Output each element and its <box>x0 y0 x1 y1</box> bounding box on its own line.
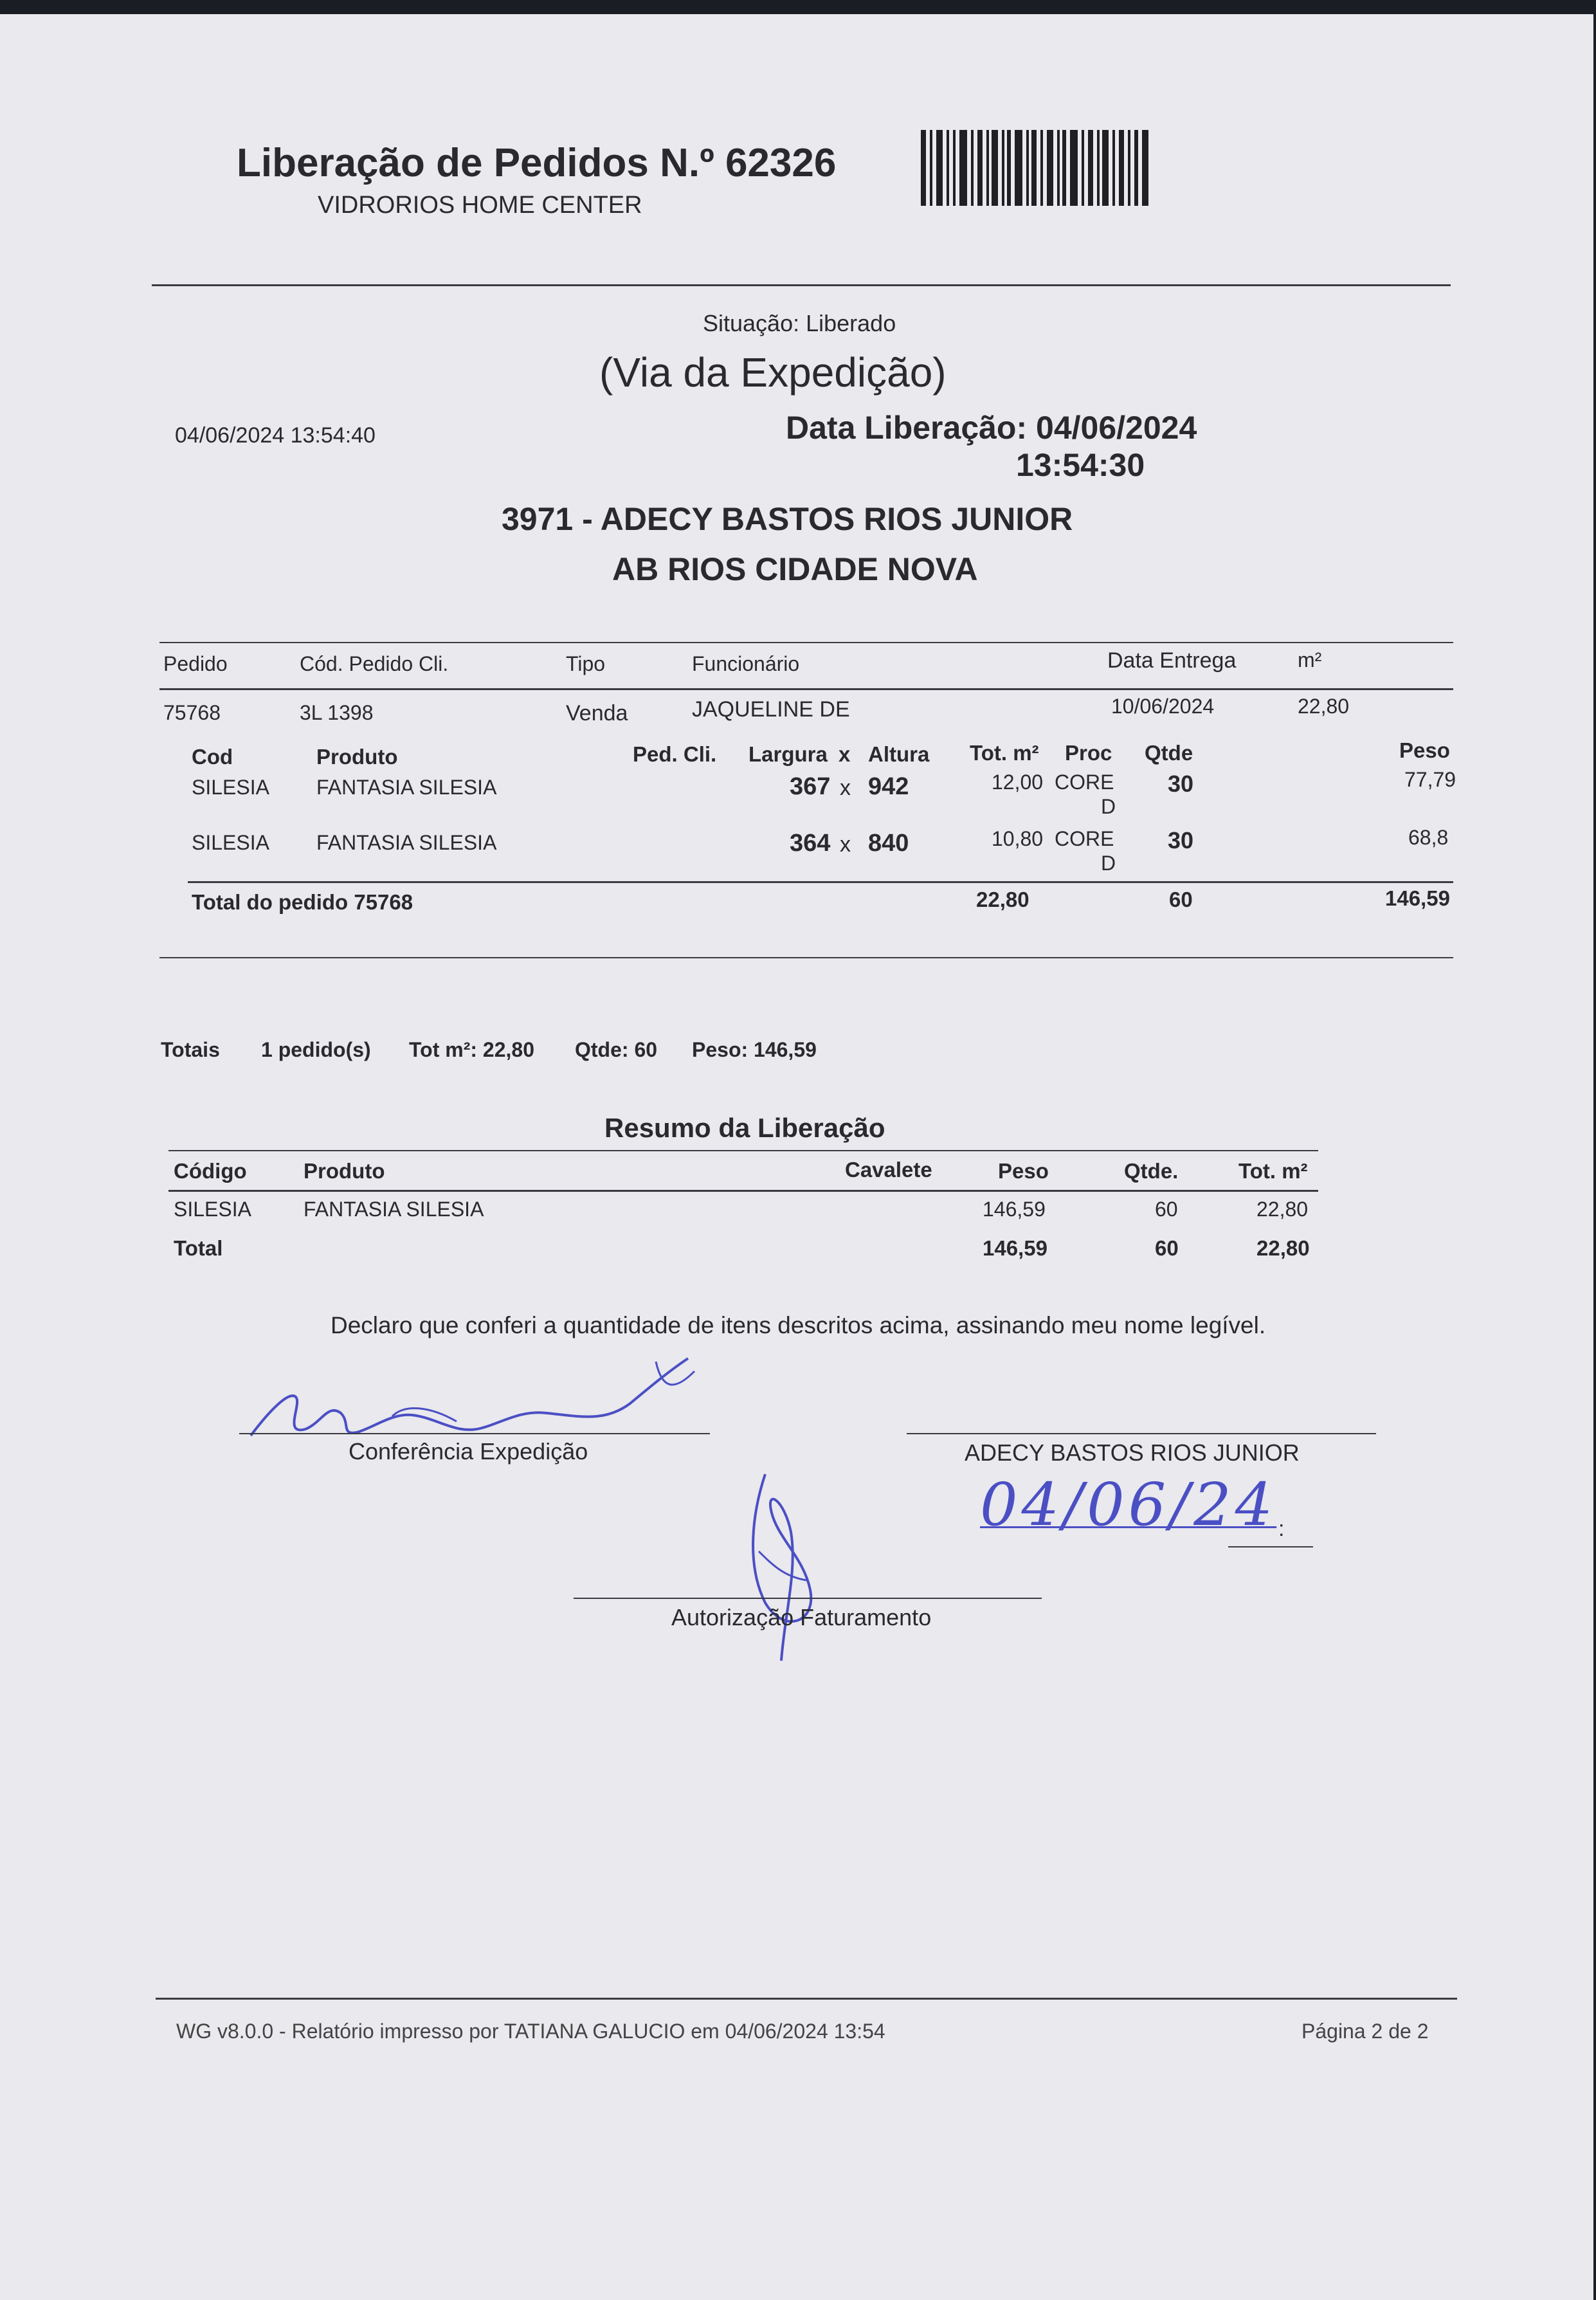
declaration-text: Declaro que conferi a quantidade de itens descritos acima, assinando meu nome legível. <box>331 1312 1266 1338</box>
item-proc-suffix: D <box>1101 795 1116 818</box>
document-page <box>0 14 1593 2300</box>
resumo-tot-m2: 22,80 <box>1256 1198 1309 1221</box>
resumo-col-cavalete: Cavalete <box>845 1158 932 1182</box>
col-tipo: Tipo <box>566 652 606 675</box>
conferencia-line <box>239 1433 710 1434</box>
footer-divider <box>156 1998 1457 2000</box>
page-number: Página 2 de 2 <box>1301 2020 1429 2043</box>
client-name: 3971 - ADECY BASTOS RIOS JUNIOR <box>502 501 1073 537</box>
resumo-col-qtde: Qtde. <box>1124 1159 1179 1183</box>
item-col-qtde: Qtde <box>1145 741 1193 765</box>
resumo-col-codigo: Código <box>174 1159 247 1183</box>
footer-print-info: WG v8.0.0 - Relatório impresso por TATIANA GALUCIO em 04/06/2024 13:54 <box>176 2020 885 2043</box>
resumo-total-qtde: 60 <box>1155 1236 1179 1260</box>
totais-qtde: Qtde: 60 <box>575 1038 658 1061</box>
order-m2: 22,80 <box>1298 695 1350 718</box>
item-produto: FANTASIA SILESIA <box>316 831 497 854</box>
conferencia-label: Conferência Expedição <box>349 1438 588 1465</box>
item-cod: SILESIA <box>192 831 269 854</box>
resumo-total-label: Total <box>174 1236 223 1260</box>
totais-label: Totais <box>161 1038 220 1061</box>
resumo-codigo: SILESIA <box>174 1198 251 1221</box>
company-name: VIDRORIOS HOME CENTER <box>318 192 642 219</box>
time-separator: : <box>1278 1517 1285 1541</box>
order-total-line <box>188 881 1453 883</box>
totais-pedidos: 1 pedido(s) <box>261 1038 371 1061</box>
item-col-cod: Cod <box>192 745 233 769</box>
barcode-icon <box>921 130 1148 206</box>
order-tipo: Venda <box>566 701 628 726</box>
order-data-entrega: 10/06/2024 <box>1111 695 1215 718</box>
item-col-tot-m2: Tot. m² <box>970 741 1039 765</box>
item-col-ped-cli: Ped. Cli. <box>633 742 717 766</box>
resumo-col-peso: Peso <box>998 1159 1049 1183</box>
item-peso: 68,8 <box>1408 826 1449 849</box>
resumo-title: Resumo da Liberação <box>604 1113 885 1143</box>
item-proc: CORE <box>1055 827 1114 850</box>
resumo-produto: FANTASIA SILESIA <box>304 1198 484 1221</box>
signature-autorizacao-icon <box>746 1474 823 1661</box>
resumo-col-produto: Produto <box>304 1159 385 1183</box>
order-table-top-line <box>159 642 1453 643</box>
item-x: x <box>840 776 851 800</box>
item-qtde: 30 <box>1168 827 1194 853</box>
totais-m2: Tot m²: 22,80 <box>409 1038 534 1061</box>
via-title: (Via da Expedição) <box>599 349 947 396</box>
item-largura: 364 <box>790 830 831 857</box>
item-proc: CORE <box>1055 771 1114 794</box>
order-funcionario: JAQUELINE DE <box>692 697 850 722</box>
item-col-x: x <box>839 742 851 766</box>
autorizacao-label: Autorização Faturamento <box>671 1604 932 1630</box>
data-liberacao-time: 13:54:30 <box>1016 447 1145 483</box>
document-title: Liberação de Pedidos N.º 62326 <box>237 141 837 185</box>
handwritten-date: 04/06/24 <box>980 1470 1277 1539</box>
col-m2: m² <box>1298 648 1322 671</box>
col-pedido: Pedido <box>163 652 228 675</box>
situacao-text: Situação: Liberado <box>703 310 896 336</box>
client-signature-name: ADECY BASTOS RIOS JUNIOR <box>965 1439 1300 1466</box>
item-col-produto: Produto <box>316 745 398 769</box>
client-signature-line <box>907 1433 1376 1434</box>
resumo-peso: 146,59 <box>983 1198 1046 1221</box>
col-data-entrega: Data Entrega <box>1107 648 1237 673</box>
resumo-header-line <box>168 1190 1318 1192</box>
item-altura: 942 <box>868 773 909 800</box>
order-total-m2: 22,80 <box>976 888 1029 911</box>
header-divider <box>152 284 1451 286</box>
item-tot-m2: 12,00 <box>992 771 1044 794</box>
item-altura: 840 <box>868 830 909 857</box>
client-store: AB RIOS CIDADE NOVA <box>612 551 978 587</box>
order-total-label: Total do pedido 75768 <box>192 890 413 914</box>
order-pedido: 75768 <box>163 701 221 724</box>
resumo-top-line <box>168 1150 1318 1151</box>
item-largura: 367 <box>790 773 831 800</box>
item-qtde: 30 <box>1168 771 1194 797</box>
order-total-qtde: 60 <box>1169 888 1193 911</box>
resumo-total-peso: 146,59 <box>983 1236 1047 1260</box>
time-blank-line <box>1228 1546 1313 1547</box>
autorizacao-line <box>574 1598 1042 1599</box>
print-datetime: 04/06/2024 13:54:40 <box>175 423 376 448</box>
item-cod: SILESIA <box>192 776 269 799</box>
item-produto: FANTASIA SILESIA <box>316 776 497 799</box>
order-table-bottom-line <box>159 957 1453 958</box>
item-col-largura: Largura <box>748 742 828 766</box>
item-col-peso: Peso <box>1399 738 1450 762</box>
item-x: x <box>840 832 851 857</box>
col-cod-pedido-cli: Cód. Pedido Cli. <box>300 652 449 675</box>
totais-peso: Peso: 146,59 <box>692 1038 817 1061</box>
order-cod-pedido-cli: 3L 1398 <box>300 701 374 724</box>
order-total-peso: 146,59 <box>1385 886 1450 910</box>
item-peso: 77,79 <box>1404 768 1456 791</box>
data-liberacao: Data Liberação: 04/06/2024 <box>786 410 1197 446</box>
resumo-qtde: 60 <box>1155 1198 1178 1221</box>
resumo-total-tot-m2: 22,80 <box>1256 1236 1310 1260</box>
item-proc-suffix: D <box>1101 852 1116 875</box>
order-header-line <box>159 688 1453 690</box>
item-col-altura: Altura <box>868 742 930 766</box>
item-tot-m2: 10,80 <box>992 827 1044 850</box>
item-col-proc: Proc <box>1065 741 1112 765</box>
col-funcionario: Funcionário <box>692 652 800 675</box>
resumo-col-tot-m2: Tot. m² <box>1238 1159 1308 1183</box>
